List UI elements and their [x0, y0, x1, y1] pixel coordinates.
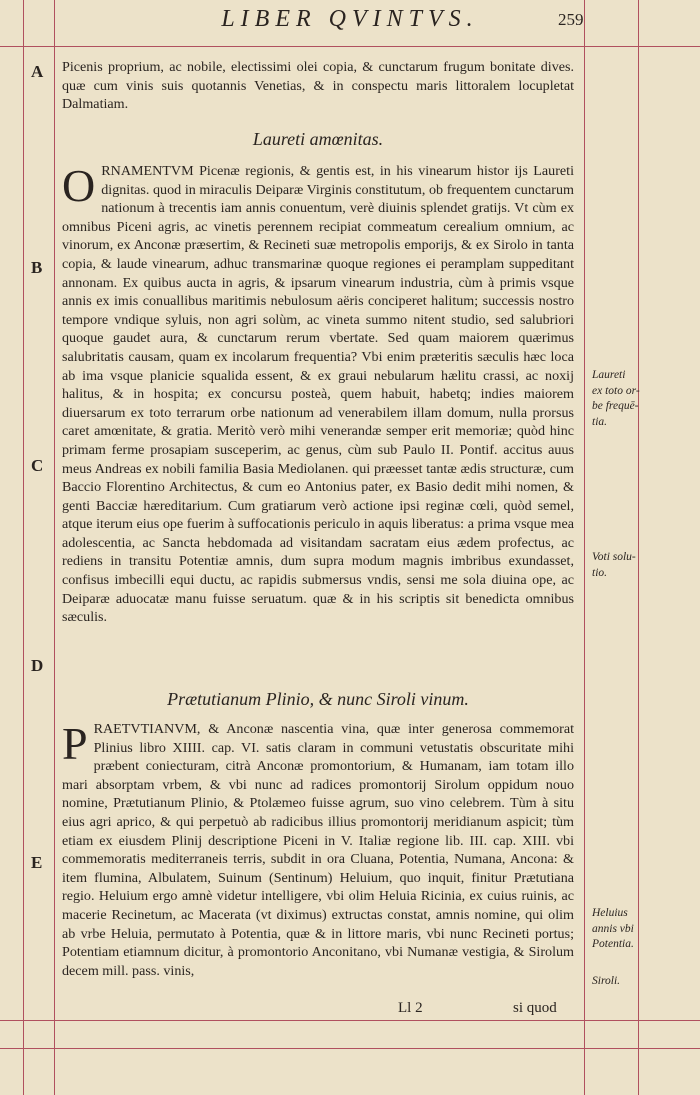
- section-letter-a: A: [31, 62, 44, 81]
- section-heading-laureti: Laureti amœnitas.: [252, 129, 384, 149]
- section-praetutianum-body: [62, 720, 574, 980]
- dropcap-o: O: [62, 160, 96, 211]
- margin-line: tio.: [592, 566, 608, 579]
- section-laureti-body: [62, 162, 574, 627]
- header-rule: [0, 46, 700, 47]
- margin-rule: [584, 0, 585, 1095]
- footer-rule: [0, 1020, 700, 1021]
- catchword: si quod: [513, 1000, 557, 1016]
- left-inner-rule: [54, 0, 55, 1095]
- margin-line: tia.: [592, 415, 608, 428]
- section-heading-praetutianum: Prætutianum Plinio, & nunc Siroli vinum.: [167, 689, 469, 709]
- bottom-rule: [0, 1048, 700, 1049]
- section-laureti: [62, 130, 574, 149]
- margin-line: ex toto or-: [592, 384, 640, 397]
- margin-line: Heluius: [592, 907, 628, 919]
- praetutianum-body-text: RAETVTIANVM, & Anconæ nascentia vina, quæ inter generosa commemorat Plinius libro XIIII. cap. VI. satis claram in communi vetustatis obscuritate mihi præbent coniecturam, citrà Anconæ promontorium, & Humanam, iam totam illo mari absorptam vrbem, & vbi nunc ad radices promontorij Sirolum oppidum nouo nomine, Prætutianum Plinio, & Ptolæmeo fuisse agrum, suo vino celebrem. Tùm à situ eius agri aprico, & qui perpetuò ab radicibus illius promontorij meridianum aspicit; tùm etiam ex eiusdem Plinij descriptione Piceni in V. Italiæ regione lib. III. cap. XIII. vbi commemoratis mediterraneis terris, subdit in ora Cluana, Potentia, Numana, Ancona: & item flumina, Albulatem, Suinum (Sentinum) Heluium, quo inquit, finitur Prætutiana regio. Heluium ergo amnè videtur intelligere, vbi olim Heluia Ricinia, ex cuius ruinis, ac macerie Recinetum, ac Macerata (vt diximus) extructas constat, amnis nomine, qui olim ab vrbe Heluia, permutato à Potentia, quæ & in littore maris, vbi nunc Recineti portus; Potentiam etiamnum dicitur, à promontorio Anconitano, vbi Numanæ vestigia, & Sirolum decem mill. pass. vinis,: [62, 721, 574, 979]
- intro-paragraph: [62, 58, 574, 114]
- section-letter-d: D: [31, 656, 44, 675]
- margin-note-laureti: [592, 368, 682, 430]
- section-letter-e: E: [31, 853, 43, 872]
- running-title: LIBER QVINTVS.: [221, 6, 479, 32]
- margin-note-heluius: [592, 906, 682, 953]
- margin-line: Siroli.: [592, 975, 621, 987]
- dropcap-p: P: [62, 718, 88, 769]
- section-letter-b: B: [31, 258, 43, 277]
- margin-line: Potentia.: [592, 938, 634, 950]
- signature-mark: Ll 2: [398, 1000, 423, 1016]
- intro-text: Picenis proprium, ac nobile, electissimi olei copia, & cunctarum frugum bonitate dives. quæ cum vinis suis quotannis Venetias, & in conspectu maris littoralem locupletat Dalmatiam.: [62, 59, 574, 113]
- margin-note-siroli: [592, 974, 682, 990]
- section-praetutianum: [62, 690, 574, 709]
- folio-number: 259: [558, 10, 584, 29]
- margin-line: be frequē-: [592, 400, 639, 412]
- laureti-body-text: RNAMENTVM Picenæ regionis, & gentis est, in his vinearum histor ijs Laureti dignitas. quod in miraculis Deiparæ Virginis constitutum, ob frequentem cunctarum nationum à trecentis iam annis conuentum, verè diuinis splendet gratijs. Vt cùm ex omnibus Piceni agris, ac vinetis perennem recipiat commeatum cerealium omnium, ac vinorum, ex Anconæ præsertim, & Recineti suæ metropolis emporijs, & ex Sirolo in tanta copia, & laude vinearum, adhuc transmarinæ quoque regiones ei peramplam suppeditant annonam. Ex quibus aucta in agris, & ipsarum vinearum industria, cùm à primis vsque annis ex imis conuallibus maritimis nebulosum aëris conciperet halitum; successis nostro tempore vndique syluis, non agri solùm, ac vineta summo nitent studio, sed salubriori quoque gaudet aura, & cunctarum rerum vbertate. Sed quam maiorem quærimus salubritatis causam, quam ex incolarum frequentia? Vbi enim præteritis sæculis hæc loca ab ima vsque planicie squalida essent, & ex graui nebularum hælitu crassi, ac noxij halitus, & in hospita; ex concursu posteà, quem habuit, habetq; indies maiorem diuersarum ex toto terrarum orbe nationum ad venerabilem illam domum, nulla prorsus caret amœnitate, & gratia. Meritò verò mihi venerandæ semper erit memoriæ; quòd hinc primam ferme prosapiam susceperim, ac genus, cùm sub Paulo II. Pontif. accitus auus meus Andreas ex nobili familia Basia Mediolanen. qui præesset tantæ ædis structuræ, cum Baccio Florentino Architectus, & cum eo Antonius pater, ex Basio dedit mihi nomen, & genti Bacciæ hæreditarium. Cum gratiarum verò actione ipsi reginæ cœli, quòd semel, atque iterum eius ope fuerim à suffocationis periculo in aquis liberatus: a prima vsque mea adolescentia, ac Sancta hebdomada ad visitandam sacratam eius ædem profectus, ac rediens in transitu Potentiæ amnis, dum supra modum magnis imbribus exundasset, confisus imbecilli equi ductu, ac rapidis submersus vndis, sensi me sola diuina ope, ac Deiparæ aduocatæ manu fuisse seruatum. quæ & in his scriptis sit benedicta omnibus sæculis.: [62, 163, 574, 626]
- left-outer-rule: [23, 0, 24, 1095]
- margin-note-voti: [592, 550, 682, 581]
- margin-line: Voti solu-: [592, 551, 636, 563]
- section-letter-c: C: [31, 456, 44, 475]
- margin-line: Laureti: [592, 369, 626, 381]
- margin-line: annis vbi: [592, 922, 634, 935]
